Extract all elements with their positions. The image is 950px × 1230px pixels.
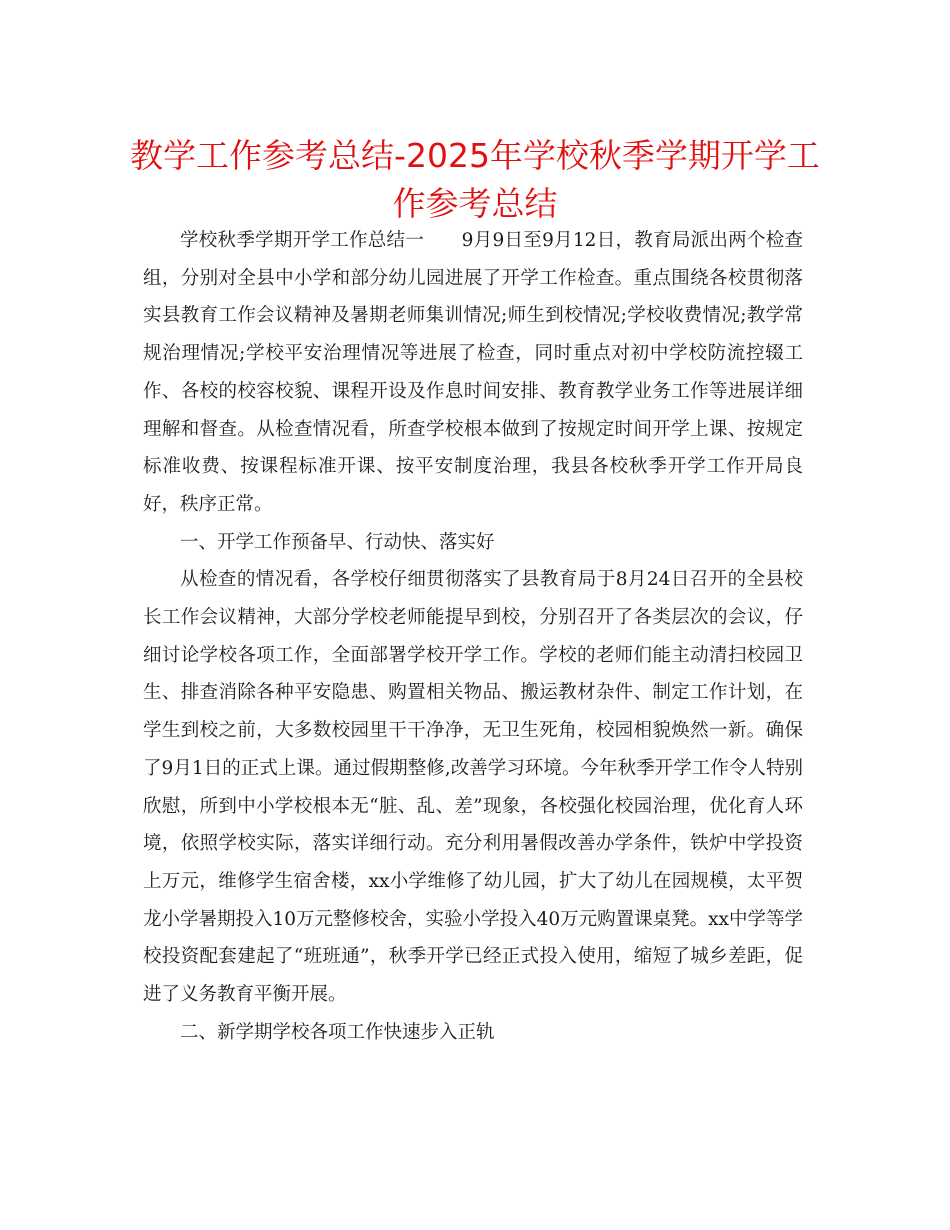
section-heading-1: 一、开学工作预备早、行动快、落实好: [180, 531, 495, 553]
document-body: [143, 222, 803, 1051]
paragraph-intro: 学校秋季学期开学工作总结一 9月9日至9月12日，教育局派出两个检查组，分别对全县中小学和部分幼儿园进展了开学工作检查。重点围绕各校贯彻落实县教育工作会议精神及暑期老师集训情况;师生到校情况;学校收费情况;教学常规治理情况;学校平安治理情况等进展了检查，同时重点对初中学校防流控辍工作、各校的校容校貌、课程开设及作息时间安排、教育教学业务工作等进展详细理解和督查。从检查情况看，所查学校根本做到了按规定时间开学上课、按规定标准收费、按课程标准开课、按平安制度治理，我县各校秋季开学工作开局良好，秩序正常。: [143, 230, 803, 515]
section-heading-2: 二、新学期学校各项工作快速步入正轨: [180, 1021, 495, 1043]
paragraph-section-1: 从检查的情况看，各学校仔细贯彻落实了县教育局于8月24日召开的全县校长工作会议精神，大部分学校老师能提早到校，分别召开了各类层次的会议，仔细讨论学校各项工作，全面部署学校开学工作。学校的老师们能主动清扫校园卫生、排查消除各种平安隐患、购置相关物品、搬运教材杂件、制定工作计划，在学生到校之前，大多数校园里干干净净，无卫生死角，校园相貌焕然一新。确保了9月1日的正式上课。通过假期整修,改善学习环境。今年秋季开学工作令人特别欣慰，所到中小学校根本无“脏、乱、差”现象，各校强化校园治理，优化育人环境，依照学校实际，落实详细行动。充分利用暑假改善办学条件，铁炉中学投资上万元，维修学生宿舍楼，xx小学维修了幼儿园，扩大了幼儿在园规模，太平贺龙小学暑期投入10万元整修校舍，实验小学投入40万元购置课桌凳。xx中学等学校投资配套建起了“班班通”，秋季开学已经正式投入使用，缩短了城乡差距，促进了义务教育平衡开展。: [143, 569, 803, 1006]
document-title: 教学工作参考总结-2025年学校秋季学期开学工作参考总结: [130, 136, 820, 223]
